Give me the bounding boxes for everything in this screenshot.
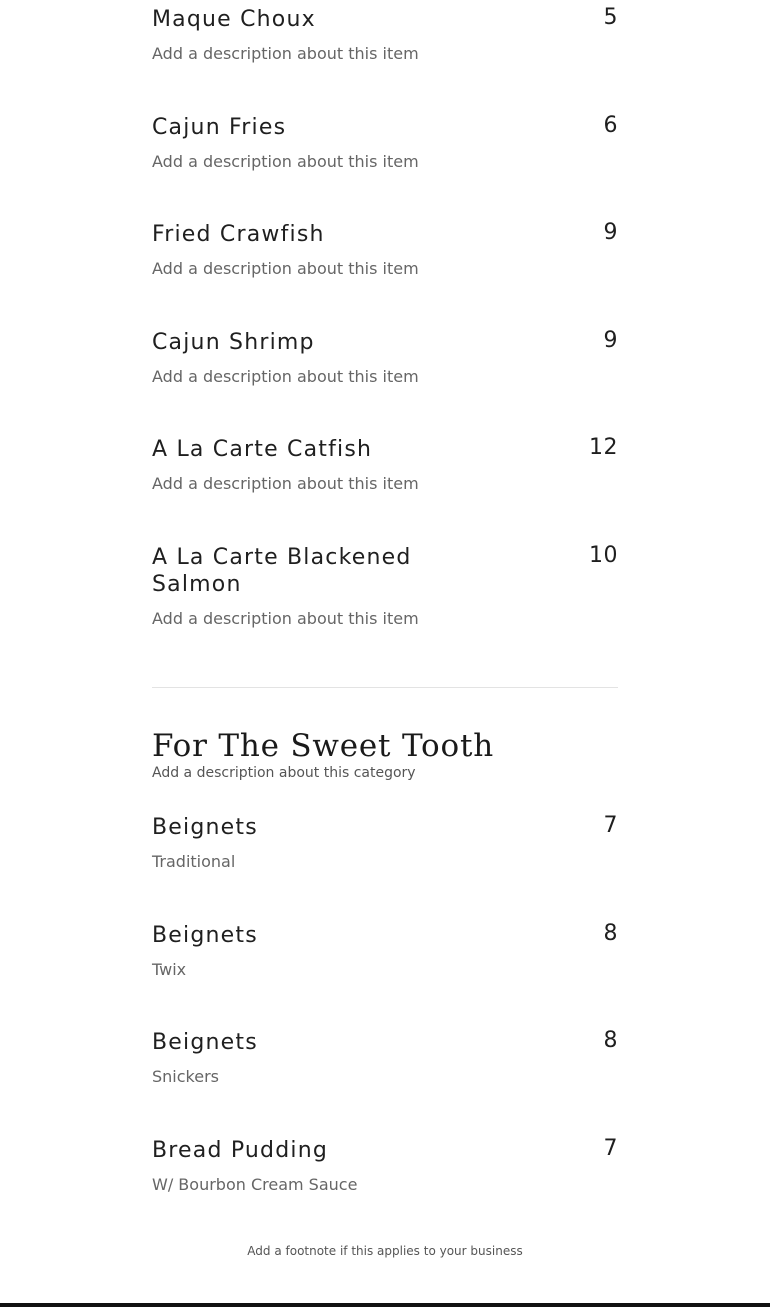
menu-item <box>152 814 618 872</box>
bottom-border <box>0 1303 770 1307</box>
menu-item <box>152 1029 618 1087</box>
item-description: Add a description about this item <box>152 44 419 63</box>
menu-item <box>152 221 618 279</box>
item-name: Cajun Shrimp <box>152 330 315 355</box>
item-price: 12 <box>589 435 618 460</box>
item-price: 9 <box>603 328 618 353</box>
menu-item <box>152 329 618 387</box>
item-description: W/ Bourbon Cream Sauce <box>152 1175 358 1194</box>
item-description: Add a description about this item <box>152 367 419 386</box>
item-description: Snickers <box>152 1067 219 1086</box>
item-price: 8 <box>603 921 618 946</box>
item-price: 6 <box>603 113 618 138</box>
item-price: 8 <box>603 1028 618 1053</box>
item-price: 9 <box>603 220 618 245</box>
category-title: For The Sweet Tooth <box>152 728 494 764</box>
category-description: Add a description about this category <box>152 765 416 781</box>
item-description: Add a description about this item <box>152 259 419 278</box>
menu-item <box>152 544 618 629</box>
item-name: Maque Choux <box>152 7 316 32</box>
section-divider <box>152 687 618 688</box>
item-price: 7 <box>603 813 618 838</box>
item-name: Cajun Fries <box>152 115 287 140</box>
item-description: Add a description about this item <box>152 609 419 628</box>
item-description: Add a description about this item <box>152 152 419 171</box>
menu-item <box>152 922 618 980</box>
item-name: Bread Pudding <box>152 1138 329 1163</box>
menu-item <box>152 114 618 172</box>
menu-footnote: Add a footnote if this applies to your business <box>247 1244 523 1258</box>
item-name: Beignets <box>152 815 258 840</box>
item-description: Twix <box>152 960 187 979</box>
menu-item <box>152 436 618 494</box>
item-price: 7 <box>603 1136 618 1161</box>
item-price: 5 <box>603 5 618 30</box>
item-name: Beignets <box>152 1030 258 1055</box>
item-description: Add a description about this item <box>152 474 419 493</box>
item-name: Fried Crawfish <box>152 222 325 247</box>
menu-item <box>152 6 618 64</box>
item-name: A La Carte Catfish <box>152 437 373 462</box>
menu-item <box>152 1137 618 1195</box>
item-name: Beignets <box>152 923 258 948</box>
item-price: 10 <box>589 543 618 568</box>
item-description: Traditional <box>152 852 236 871</box>
item-name: A La Carte Blackened Salmon <box>152 545 412 597</box>
category-header <box>152 728 618 782</box>
